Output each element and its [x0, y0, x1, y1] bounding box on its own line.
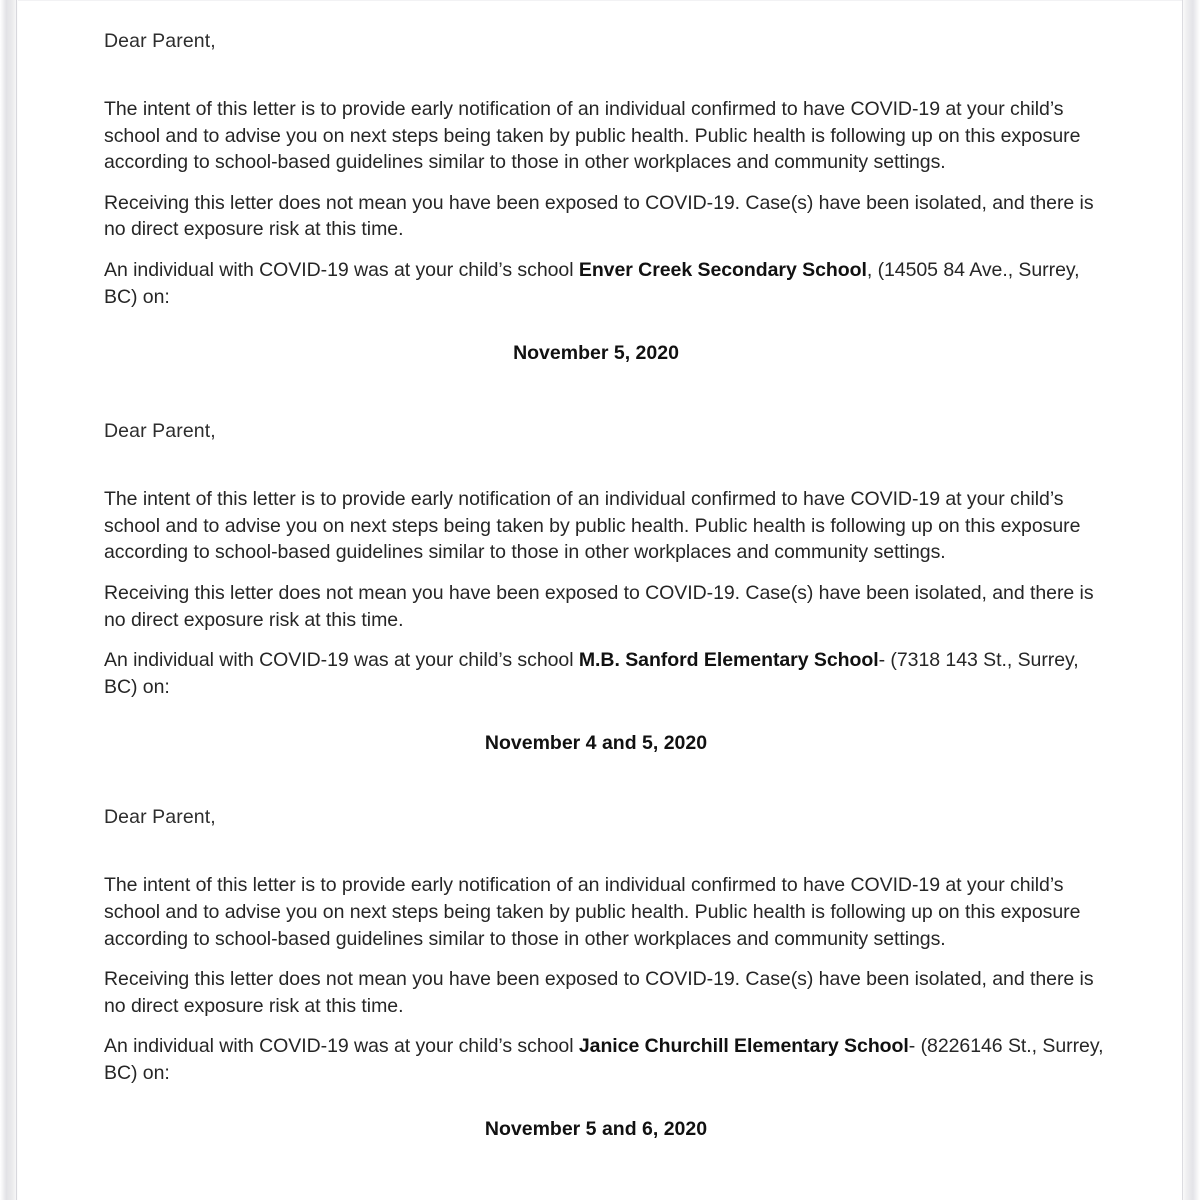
school-name: Janice Churchill Elementary School: [578, 1035, 909, 1058]
school-location-prefix: An individual with COVID-19 was at your child’s school: [104, 1035, 579, 1058]
letter-salutation: Dear Parent,: [104, 806, 216, 829]
letter-paragraph-school-location: [104, 1033, 1114, 1086]
letter-paragraph-intent: The intent of this letter is to provide early notification of an individual confirmed to have COVID-19 at your child’s school and to advise you on next steps being taken by public health. Public health is following up on this exposure according to school-based guidelines similar to those in other workplaces and community settings.: [104, 98, 1081, 174]
school-name: Enver Creek Secondary School: [578, 258, 867, 281]
school-location-prefix: An individual with COVID-19 was at your child’s school: [104, 258, 579, 281]
school-location-prefix: An individual with COVID-19 was at your child’s school: [104, 649, 579, 672]
letter-paragraph-school-location: [104, 647, 1114, 700]
letter-paragraph-intent: The intent of this letter is to provide early notification of an individual confirmed to have COVID-19 at your child’s school and to advise you on next steps being taken by public health. Public health is following up on this exposure according to school-based guidelines similar to those in other workplaces and community settings.: [104, 874, 1081, 950]
letter-paragraph-intent: The intent of this letter is to provide early notification of an individual confirmed to have COVID-19 at your child’s school and to advise you on next steps being taken by public health. Public health is following up on this exposure according to school-based guidelines similar to those in other workplaces and community settings.: [104, 488, 1081, 564]
exposure-letter: [0, 28, 1200, 366]
exposure-date: November 5 and 6, 2020: [484, 1118, 708, 1141]
exposure-letter: [0, 804, 1200, 1142]
letter-paragraph-school-location: [104, 257, 1114, 310]
letter-salutation: Dear Parent,: [104, 30, 216, 52]
letter-paragraph-no-exposure: Receiving this letter does not mean you have been exposed to COVID-19. Case(s) have been isolated, and there is no direct exposure risk at this time.: [104, 581, 1094, 631]
school-location-suffix: - (8226146 St., Surrey, BC) on:: [104, 1035, 1104, 1084]
exposure-letter: [0, 418, 1200, 756]
school-location-suffix: - (7318 143 St., Surrey, BC) on:: [104, 649, 1079, 698]
letter-paragraph-no-exposure: Receiving this letter does not mean you have been exposed to COVID-19. Case(s) have been isolated, and there is no direct exposure risk at this time.: [104, 968, 1094, 1017]
exposure-date: November 4 and 5, 2020: [484, 732, 708, 755]
letter-salutation: Dear Parent,: [104, 420, 216, 443]
letter-paragraph-no-exposure: Receiving this letter does not mean you have been exposed to COVID-19. Case(s) have been isolated, and there is no direct exposure risk at this time.: [104, 191, 1094, 241]
school-location-suffix: , (14505 84 Ave., Surrey, BC) on:: [104, 258, 1080, 308]
exposure-date: November 5, 2020: [513, 342, 679, 365]
school-name: M.B. Sanford Elementary School: [578, 649, 879, 672]
